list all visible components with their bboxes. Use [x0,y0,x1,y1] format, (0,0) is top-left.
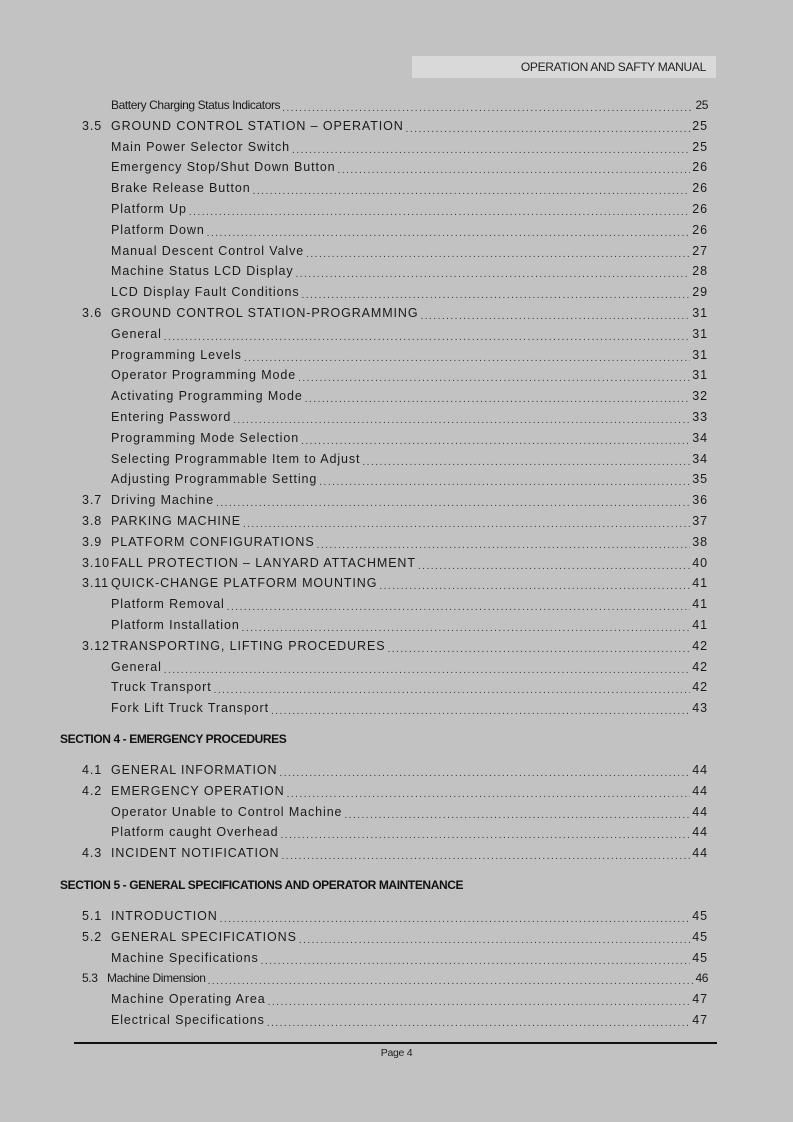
toc-entry[interactable] [82,782,708,800]
dot-leader [164,662,691,676]
toc-entry[interactable] [82,283,708,301]
toc-entry[interactable] [82,969,708,987]
toc-entry[interactable] [82,470,708,488]
dot-leader [244,350,690,364]
toc-entry[interactable] [82,179,708,197]
toc-entry[interactable] [82,990,708,1008]
toc-entry[interactable] [82,928,708,946]
toc-entry-page: 40 [692,555,708,570]
dot-leader [306,246,690,260]
toc-entry-label: Operator Programming Mode [111,368,297,383]
toc-entry[interactable] [82,949,708,967]
dot-leader [418,558,690,572]
toc-entry-label: Platform Installation [111,618,240,632]
dot-leader [296,266,691,280]
toc-entry[interactable] [82,658,708,676]
toc-entry-page: 44 [692,825,708,840]
toc-entry-label: TRANSPORTING, LIFTING PROCEDURES [111,638,386,653]
toc-entry[interactable] [82,823,708,841]
toc-entry[interactable] [82,450,708,468]
section-5-heading: SECTION 5 - GENERAL SPECIFICATIONS AND OPERATOR MAINTENANCE [60,878,464,892]
toc-entry[interactable] [82,595,708,613]
dot-leader [220,911,691,925]
dot-leader [164,329,691,343]
toc-entry-number: 3.8 [82,514,103,528]
dot-leader [208,973,694,987]
dot-leader [317,537,691,551]
toc-entry[interactable] [82,637,708,655]
toc-entry-label: Driving Machine [111,493,215,508]
toc-entry-label: Machine Dimension [107,971,206,986]
toc-entry-label: Machine Status LCD Display [111,264,294,279]
toc-entry-page: 45 [692,950,708,965]
toc-entry-page: 42 [692,638,708,653]
toc-entry-page: 41 [692,576,708,591]
toc-entry-page: 34 [692,451,708,466]
toc-entry-label: Programming Levels [111,347,242,362]
toc-entry[interactable] [82,96,708,114]
dot-leader [216,495,690,509]
dot-leader [253,183,691,197]
toc-entry[interactable] [82,325,708,343]
toc-entry-label: Truck Transport [111,680,212,695]
dot-leader [301,433,690,447]
toc-entry-page: 47 [692,992,708,1007]
toc-entry[interactable] [82,366,708,384]
toc-entry-page: 44 [692,763,708,777]
dot-leader [281,827,691,841]
toc-entry-label: PARKING MACHINE [111,514,241,528]
toc-entry-label: Selecting Programmable Item to Adjust [111,451,361,466]
toc-entry-page: 34 [692,430,708,445]
toc-entry-page: 35 [692,472,708,487]
toc-entry-number: 5.2 [82,929,103,944]
dot-leader [362,454,690,468]
toc-entry-label: Manual Descent Control Valve [111,243,305,258]
toc-entry-label: INTRODUCTION [111,909,218,923]
toc-entry-label: GENERAL SPECIFICATIONS [111,929,297,944]
toc-entry-page: 26 [692,202,708,216]
toc-entry-label: Platform Removal [111,597,225,612]
dot-leader [268,994,691,1008]
toc-entry-page: 26 [692,222,708,237]
toc-entry-page: 45 [692,909,708,923]
toc-entry-number: 3.5 [82,118,103,133]
toc-entry-page: 46 [695,971,708,986]
toc-entry-page: 42 [692,680,708,695]
toc-entry-page: 25 [695,98,708,112]
dot-leader [267,1015,690,1029]
toc-entry-label: Operator Unable to Control Machine [111,804,343,819]
toc-entry-label: Programming Mode Selection [111,430,300,445]
dot-leader [344,807,690,821]
toc-entry[interactable] [82,304,708,322]
toc-entry-page: 43 [692,701,708,716]
toc-entry-label: Machine Operating Area [111,992,266,1007]
page-number: Page 4 [380,1047,413,1059]
toc-entry-label: Emergency Stop/Shut Down Button [111,160,336,175]
footer-rule [74,1042,717,1044]
toc-entry[interactable] [82,221,708,239]
toc-entry-page: 31 [692,347,708,362]
toc-entry[interactable] [82,844,708,862]
toc-entry-page: 32 [692,389,708,404]
toc-entry-label: GROUND CONTROL STATION – OPERATION [111,118,404,133]
toc-entry[interactable] [82,158,708,176]
toc-entry-page: 47 [692,1013,708,1027]
dot-leader [301,287,690,301]
toc-entry-page: 25 [692,118,708,133]
toc-entry-label: Electrical Specifications [111,1013,265,1027]
dot-leader [338,162,691,176]
dot-leader [305,391,691,405]
toc-entry-page: 25 [692,139,708,154]
toc-entry[interactable] [82,761,708,779]
toc-entry[interactable] [82,512,708,530]
dot-leader [287,786,691,800]
toc-entry-page: 37 [692,514,708,528]
toc-entry-page: 44 [692,804,708,819]
dot-leader [379,578,690,592]
dot-leader [242,620,691,634]
dot-leader [292,142,690,156]
toc-entry-label: Platform caught Overhead [111,825,279,840]
dot-leader [261,953,691,967]
toc-entry-page: 38 [692,534,708,549]
toc-entry[interactable] [82,574,708,592]
toc-entry-page: 28 [692,264,708,279]
toc-entry-page: 33 [692,410,708,424]
dot-leader [271,703,690,717]
toc-entry[interactable] [82,387,708,405]
toc-entry-number: 3.11 [82,576,110,591]
toc-entry-label: Activating Programming Mode [111,389,303,404]
dot-leader [298,370,690,384]
manual-title: OPERATION AND SAFTY MANUAL [520,60,706,74]
toc-entry-label: Platform Down [111,222,205,237]
toc-entry-number: 3.6 [82,306,103,320]
toc-entry-number: 4.1 [82,763,103,777]
toc-entry-label: Adjusting Programmable Setting [111,472,318,487]
toc-entry[interactable] [82,262,708,280]
dot-leader [299,932,690,946]
toc-entry-label: General [111,326,162,341]
toc-entry-page: 41 [692,597,708,612]
toc-entry[interactable] [82,678,708,696]
toc-entry[interactable] [82,533,708,551]
toc-entry[interactable] [82,491,708,509]
toc-entry-page: 36 [692,493,708,508]
dot-leader [214,682,691,696]
dot-leader [319,474,690,488]
toc-entry[interactable] [82,346,708,364]
toc-entry-label: GROUND CONTROL STATION-PROGRAMMING [111,306,419,320]
toc-entry-label: PLATFORM CONFIGURATIONS [111,534,315,549]
toc-entry-page: 42 [692,659,708,674]
toc-entry-page: 44 [692,783,708,798]
dot-leader [279,765,690,779]
toc-entry-number: 4.3 [82,846,103,861]
toc-entry-number: 4.2 [82,783,103,798]
toc-entry-label: QUICK-CHANGE PLATFORM MOUNTING [111,576,378,591]
toc-entry[interactable] [82,907,708,925]
toc-entry[interactable] [82,200,708,218]
toc-entry-label: General [111,659,162,674]
dot-leader [207,225,691,239]
toc-entry-page: 45 [692,929,708,944]
toc-entry-page: 29 [692,285,708,300]
toc-entry-number: 5.3 [82,971,98,986]
toc-entry-page: 44 [692,846,708,861]
toc-entry-label: Entering Password [111,410,232,424]
toc-entry[interactable] [82,699,708,717]
toc-entry-page: 31 [692,326,708,341]
toc-entry-label: FALL PROTECTION – LANYARD ATTACHMENT [111,555,416,570]
toc-entry[interactable] [82,1011,708,1029]
toc-entry-number: 3.7 [82,493,103,508]
dot-leader [281,848,690,862]
toc-entry-number: 3.9 [82,534,103,549]
toc-entry-label: Machine Specifications [111,950,259,965]
toc-entry[interactable] [82,803,708,821]
toc-entry[interactable] [82,554,708,572]
toc-entry-number: 3.10 [82,555,110,570]
dot-leader [189,204,690,218]
toc-entry-label: INCIDENT NOTIFICATION [111,846,280,861]
toc-entry[interactable] [82,616,708,634]
toc-entry[interactable] [82,429,708,447]
dot-leader [282,100,693,114]
dot-leader [233,412,690,426]
toc-entry-page: 41 [692,618,708,632]
dot-leader [227,599,691,613]
toc-entry-number: 5.1 [82,909,103,923]
dot-leader [387,641,690,655]
toc-entry-page: 27 [692,243,708,258]
toc-entry[interactable] [82,242,708,260]
toc-entry-label: Fork Lift Truck Transport [111,701,269,716]
toc-entry-page: 26 [692,181,708,196]
toc-entry-label: GENERAL INFORMATION [111,763,278,777]
dot-leader [243,516,690,530]
toc-entry[interactable] [82,117,708,135]
toc-entry-label: Brake Release Button [111,181,251,196]
toc-entry-label: EMERGENCY OPERATION [111,783,285,798]
dot-leader [406,121,691,135]
toc-entry-label: Platform Up [111,202,187,216]
toc-entry-label: LCD Display Fault Conditions [111,285,300,300]
toc-entry-label: Battery Charging Status Indicators [111,98,281,112]
section-4-heading: SECTION 4 - EMERGENCY PROCEDURES [60,732,287,746]
dot-leader [420,308,690,322]
toc-entry-page: 26 [692,160,708,175]
toc-entry-page: 31 [692,306,708,320]
toc-entry-page: 31 [692,368,708,383]
toc-entry-number: 3.12 [82,638,110,653]
toc-entry[interactable] [82,138,708,156]
toc-entry-label: Main Power Selector Switch [111,139,291,154]
toc-entry[interactable] [82,408,708,426]
